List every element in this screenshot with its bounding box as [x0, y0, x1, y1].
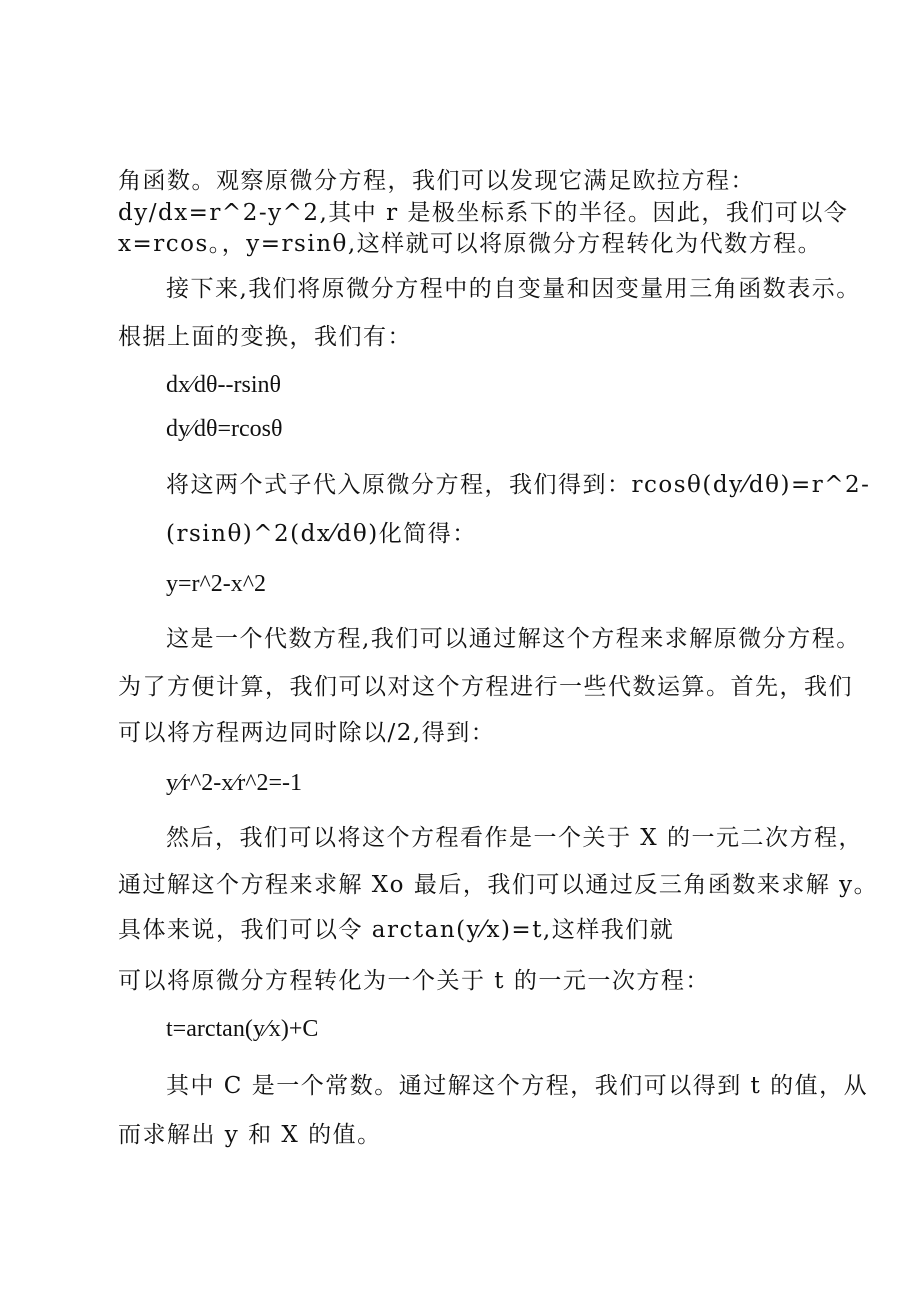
paragraph-quadratic-line-2: 通过解这个方程来求解 Xo 最后，我们可以通过反三角函数来求解 y。 [118, 872, 879, 898]
text-line-2: dy/dx=r^2-y^2,其中 r 是极坐标系下的半径。因此，我们可以令 [118, 200, 849, 226]
paragraph-constant-line-2: 而求解出 y 和 X 的值。 [118, 1122, 382, 1148]
paragraph-algebra-line-3: 可以将方程两边同时除以/2,得到： [118, 720, 496, 746]
equation-divided: y⁄r^2-x⁄r^2=-1 [166, 770, 303, 796]
paragraph-linear-line: 可以将原微分方程转化为一个关于 t 的一元一次方程： [118, 968, 710, 994]
paragraph-substitute-line-1: 将这两个式子代入原微分方程，我们得到：rcosθ(dy⁄dθ)=r^2- [166, 472, 871, 498]
equation-dy-dtheta: dy⁄dθ=rcosθ [166, 416, 283, 442]
paragraph-quadratic-line-1: 然后，我们可以将这个方程看作是一个关于 X 的一元二次方程， [166, 825, 863, 851]
equation-dx-dtheta: dx⁄dθ--rsinθ [166, 372, 281, 398]
equation-y-r2-x2: y=r^2-x^2 [166, 571, 267, 597]
paragraph-transform-line-2: 根据上面的变换，我们有： [118, 324, 412, 350]
paragraph-constant-line-1: 其中 C 是一个常数。通过解这个方程，我们可以得到 t 的值，从 [166, 1073, 869, 1099]
paragraph-algebra-line-2: 为了方便计算，我们可以对这个方程进行一些代数运算。首先，我们 [118, 674, 853, 700]
paragraph-quadratic-line-3: 具体来说，我们可以令 arctan(y⁄x)=t,这样我们就 [118, 917, 675, 943]
equation-t-arctan: t=arctan(y⁄x)+C [166, 1016, 319, 1042]
paragraph-algebra-line-1: 这是一个代数方程,我们可以通过解这个方程来求解原微分方程。 [166, 626, 861, 652]
paragraph-substitute-line-2: (rsinθ)^2(dx⁄dθ)化简得： [166, 521, 477, 547]
paragraph-transform-line-1: 接下来,我们将原微分方程中的自变量和因变量用三角函数表示。 [166, 276, 861, 302]
text-line-1: 角函数。观察原微分方程，我们可以发现它满足欧拉方程： [118, 168, 755, 194]
text-line-3: x=rcos。，y=rsinθ,这样就可以将原微分方程转化为代数方程。 [118, 231, 823, 257]
